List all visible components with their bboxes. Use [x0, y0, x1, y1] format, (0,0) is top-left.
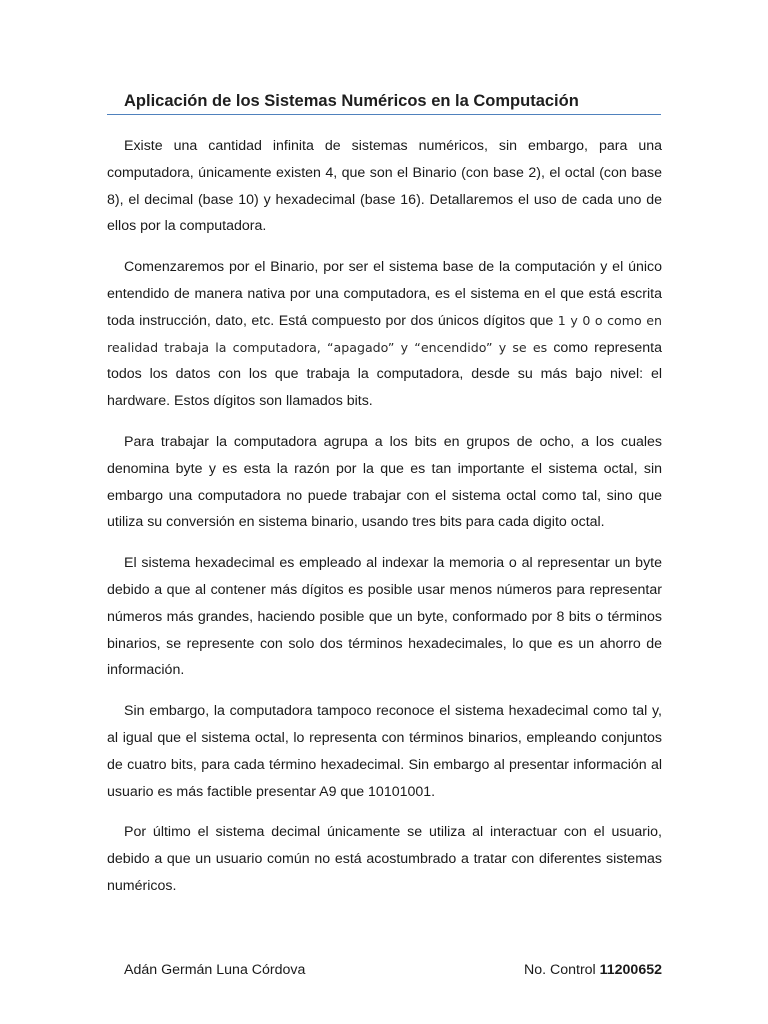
paragraph-2-end: como representa todos los datos con los que trabaja la computadora, desde su más bajo nivel: el hardware. Estos dígitos son llamados bits.	[107, 339, 663, 410]
footer-control-number: 11200652	[599, 962, 662, 978]
paragraph-2	[107, 254, 662, 415]
title-underline	[107, 114, 661, 115]
footer-author: Adán Germán Luna Córdova	[124, 962, 306, 978]
paragraph-1: Existe una cantidad infinita de sistemas numéricos, sin embargo, para una computadora, únicamente existen 4, que son el Binario (con base 2), el octal (con base 8), el decimal (base 10) y hexadecimal (base 16). Detallaremos el uso de cada uno de ellos por la computadora.	[107, 138, 662, 235]
paragraph-4: El sistema hexadecimal es empleado al indexar la memoria o al representar un byte debido a que al contener más dígitos es posible usar menos números para representar números más grandes, haciendo posible que un byte, conformado por 8 bits o términos binarios, se represente con solo dos términos hexadecimales, lo que es un ahorro de información.	[107, 555, 662, 679]
paragraph-2-start: Comenzaremos por el Binario, por ser el sistema base de la computación y el único entendido de manera nativa por una computadora, es el sistema en el que está escrita toda instrucción, dato, etc. Está compuesto por dos únicos dígitos que	[107, 259, 662, 329]
paragraph-6: Por último el sistema decimal únicamente se utiliza al interactuar con el usuario, debido a que un usuario común no está acostumbrado a tratar con diferentes sistemas numéricos.	[107, 824, 662, 894]
document-title: Aplicación de los Sistemas Numéricos en la Computación	[124, 92, 579, 110]
paragraph-2-alt-font-text: 1 y 0 o como en realidad trabaja la computadora, “apagado” y “encendido” y se es	[107, 312, 663, 355]
paragraph-3: Para trabajar la computadora agrupa a los bits en grupos de ocho, a los cuales denomina byte y es esta la razón por la que es tan importante el sistema octal, sin embargo una computadora no puede trabajar con el sistema octal como tal, sino que utiliza su conversión en sistema binario, usando tres bits para cada digito octal.	[107, 433, 662, 531]
document-body	[107, 133, 662, 914]
page-footer	[124, 958, 662, 982]
footer-control	[524, 958, 662, 982]
footer-control-label: No. Control	[523, 962, 600, 978]
paragraph-5: Sin embargo, la computadora tampoco reconoce el sistema hexadecimal como tal y, al igual que el sistema octal, lo representa con términos binarios, empleando conjuntos de cuatro bits, para cada término hexadecimal. Sin embargo al presentar información al usuario es más factible presentar A9 que 10101001.	[107, 703, 662, 800]
